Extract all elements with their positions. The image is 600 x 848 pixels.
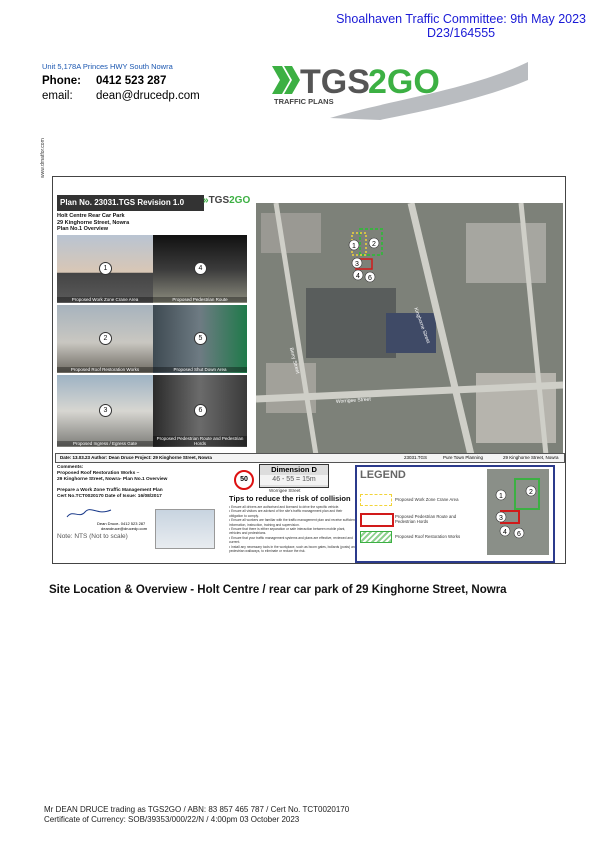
- not-to-scale-note: Note: NTS (Not to scale): [57, 533, 128, 540]
- subtitle-line: Holt Centre Rear Car Park: [57, 213, 125, 219]
- dimension-box: [259, 464, 329, 488]
- page-footer: [44, 805, 349, 825]
- legend-label: Proposed Pedestrian Route and Pedestrian Hords: [395, 514, 457, 524]
- prepare-line: Cert No.TCT0020170 Date of Issue: 16/08/2017: [57, 494, 162, 499]
- subtitle-line: Plan No.1 Overview: [57, 226, 109, 232]
- photo-caption: Proposed Roof Restoration Works: [57, 367, 153, 372]
- svg-text:2: 2: [529, 489, 533, 496]
- signature: [65, 507, 113, 521]
- legend-swatch-pedestrian: [360, 513, 394, 527]
- phone-row: [42, 75, 200, 87]
- tip-item: • Ensure that your traffic management systems and plans are effective, reviewed and current.: [229, 535, 353, 545]
- site-photo: [153, 235, 247, 303]
- inset-marker: [496, 512, 506, 522]
- mini-logo-b: 2GO: [229, 195, 251, 206]
- map-street-label: Berry Street: [287, 347, 301, 375]
- figure-caption: Site Location & Overview - Holt Centre / rear car park of 29 Kinghorne Street, Nowra: [49, 584, 507, 596]
- plan-subtitle: [57, 213, 129, 233]
- photo-caption: Proposed Pedestrian Route and Pedestrian Hords: [153, 436, 247, 446]
- tips-title: Tips to reduce the risk of collision: [229, 494, 351, 503]
- legend-box: [355, 465, 555, 563]
- tips-list: [229, 505, 357, 553]
- address: Unit 5,178A Princes HWY South Nowra: [42, 62, 173, 71]
- legend-title: LEGEND: [360, 469, 406, 481]
- site-photo: [153, 375, 247, 447]
- svg-text:6: 6: [368, 275, 372, 282]
- site-photo: [153, 305, 247, 373]
- mini-logo-a: TGS: [208, 195, 230, 206]
- map-street-label: Kinghorne Street: [412, 306, 431, 345]
- map-marker: [365, 272, 375, 282]
- subtitle-line: 29 Kinghorne Street, Nowra: [57, 219, 130, 226]
- plan-info-strip: [55, 453, 565, 463]
- photo-marker: 2: [99, 332, 112, 345]
- dimension-title: Dimension D: [271, 465, 317, 474]
- map-marker: [353, 270, 363, 280]
- photo-caption: Proposed Ingress / Egress Gate: [57, 441, 153, 446]
- photo-marker: 3: [99, 404, 112, 417]
- committee-line: Shoalhaven Traffic Committee: 9th May 2023: [336, 12, 586, 26]
- svg-text:1: 1: [499, 493, 503, 500]
- photo-marker: 6: [194, 404, 207, 417]
- photo-caption: Proposed Work Zone Crane Area: [57, 297, 153, 302]
- street-label: Worrigee Street: [269, 488, 301, 493]
- photo-caption: Proposed Pedestrian Route: [153, 297, 247, 302]
- svg-text:3: 3: [499, 515, 503, 522]
- site-photo: [57, 305, 153, 373]
- email-row: [42, 90, 200, 102]
- prepare-line: Prepare a Work Zone Traffic Management Plan: [57, 488, 163, 493]
- id-card: [155, 509, 215, 549]
- logo-text-2go: 2GO: [368, 63, 440, 101]
- tip-item: • Ensure all visitors are advised of the site's traffic management plan and their obligation to comply.: [229, 509, 343, 518]
- tip-item: • Ensure that there is either separation or safe interaction between mobile plant, vehicles and pedestrians.: [229, 527, 346, 536]
- legend-inset-map: [487, 469, 549, 555]
- inset-marker: [496, 490, 506, 500]
- legend-swatch-crane: [360, 494, 392, 506]
- comments-label: Comments:: [57, 465, 84, 470]
- legend-label: Proposed Work Zone Crane Area: [395, 497, 459, 502]
- signer-line: deandruce@drucedp.com: [101, 526, 148, 531]
- svg-text:4: 4: [356, 273, 360, 280]
- aerial-site-map: [256, 203, 563, 455]
- plan-mini-logo: »TGS2GO: [203, 195, 251, 206]
- comments-block: [57, 465, 217, 500]
- tip-item: • Ensure all drivers are authorised and licensed to drive the specific vehicle.: [229, 505, 340, 509]
- comments-line: 29 Kinghorne Street, Nowra- Plan No.1 Overview: [57, 477, 168, 482]
- site-photo: [57, 375, 153, 447]
- svg-text:6: 6: [517, 531, 521, 538]
- tip-item: • Ensure all workers are familiar with the traffic management plan and receive sufficient information, instruction, training and supervision.: [229, 518, 356, 527]
- inset-marker: [526, 486, 536, 496]
- logo-text-tgs: TGS: [300, 63, 370, 101]
- email-label: email:: [42, 90, 73, 102]
- inset-marker: [500, 526, 510, 536]
- date-author-line: Date: 13.03.23 Author: Dean Druce Project: 29 Kinghorne Street, Nowra: [60, 455, 212, 460]
- map-marker: [349, 240, 359, 250]
- contact-block: [42, 62, 200, 105]
- legend-swatch-roof: [360, 531, 392, 543]
- photo-marker: 5: [194, 332, 207, 345]
- phone-label: Phone:: [42, 75, 81, 87]
- image-credit: www.drnatfor.com: [40, 138, 46, 178]
- dimension-value: 46 - 55 = 15m: [260, 475, 328, 485]
- map-marker: [369, 238, 379, 248]
- tip-item: • Install any necessary tools in the workplace, such as boom gates, bollards (posts) and pedestrian walkways, to eliminate or reduce the risk.: [229, 544, 357, 554]
- inset-marker: [514, 528, 524, 538]
- tgs2go-logo: [270, 60, 530, 120]
- footer-line: Certificate of Currency: SOB/39353/000/22/N / 4:00pm 03 October 2023: [44, 815, 300, 824]
- reference-number: D23/164555: [426, 26, 496, 40]
- svg-text:2: 2: [372, 241, 376, 248]
- signer-line: Dean Druce- 0412 523 287: [97, 521, 146, 526]
- map-street-label: Worrigee Street: [335, 396, 371, 405]
- svg-text:3: 3: [355, 261, 359, 268]
- plan-title: Plan No. 23031.TGS Revision 1.0: [57, 195, 204, 211]
- photo-caption: Proposed Shut Down Area: [153, 367, 247, 372]
- svg-text:4: 4: [503, 529, 507, 536]
- photo-marker: 4: [194, 262, 207, 275]
- email-value: dean@drucedp.com: [96, 90, 200, 102]
- site-photo: [57, 235, 153, 303]
- traffic-plan-sheet: [52, 176, 566, 564]
- svg-text:1: 1: [352, 243, 356, 250]
- client-name: Pure Town Planning: [443, 455, 483, 460]
- phone-value: 0412 523 287: [96, 75, 167, 87]
- plan-number: 23031.TGS: [404, 455, 428, 460]
- legend-label: Proposed Roof Restoration Works: [395, 534, 461, 539]
- photo-marker: 1: [99, 262, 112, 275]
- speed-limit-sign: 50: [234, 470, 254, 490]
- map-marker: [352, 258, 362, 268]
- logo-tagline: TRAFFIC PLANS: [274, 97, 334, 106]
- committee-header: [336, 12, 586, 40]
- site-name: 29 Kinghorne Street, Nowra: [503, 455, 559, 460]
- comments-line: Proposed Roof Restoration Works –: [57, 471, 140, 476]
- footer-line: Mr DEAN DRUCE trading as TGS2GO / ABN: 83 857 465 787 / Cert No. TCT0020170: [44, 805, 350, 814]
